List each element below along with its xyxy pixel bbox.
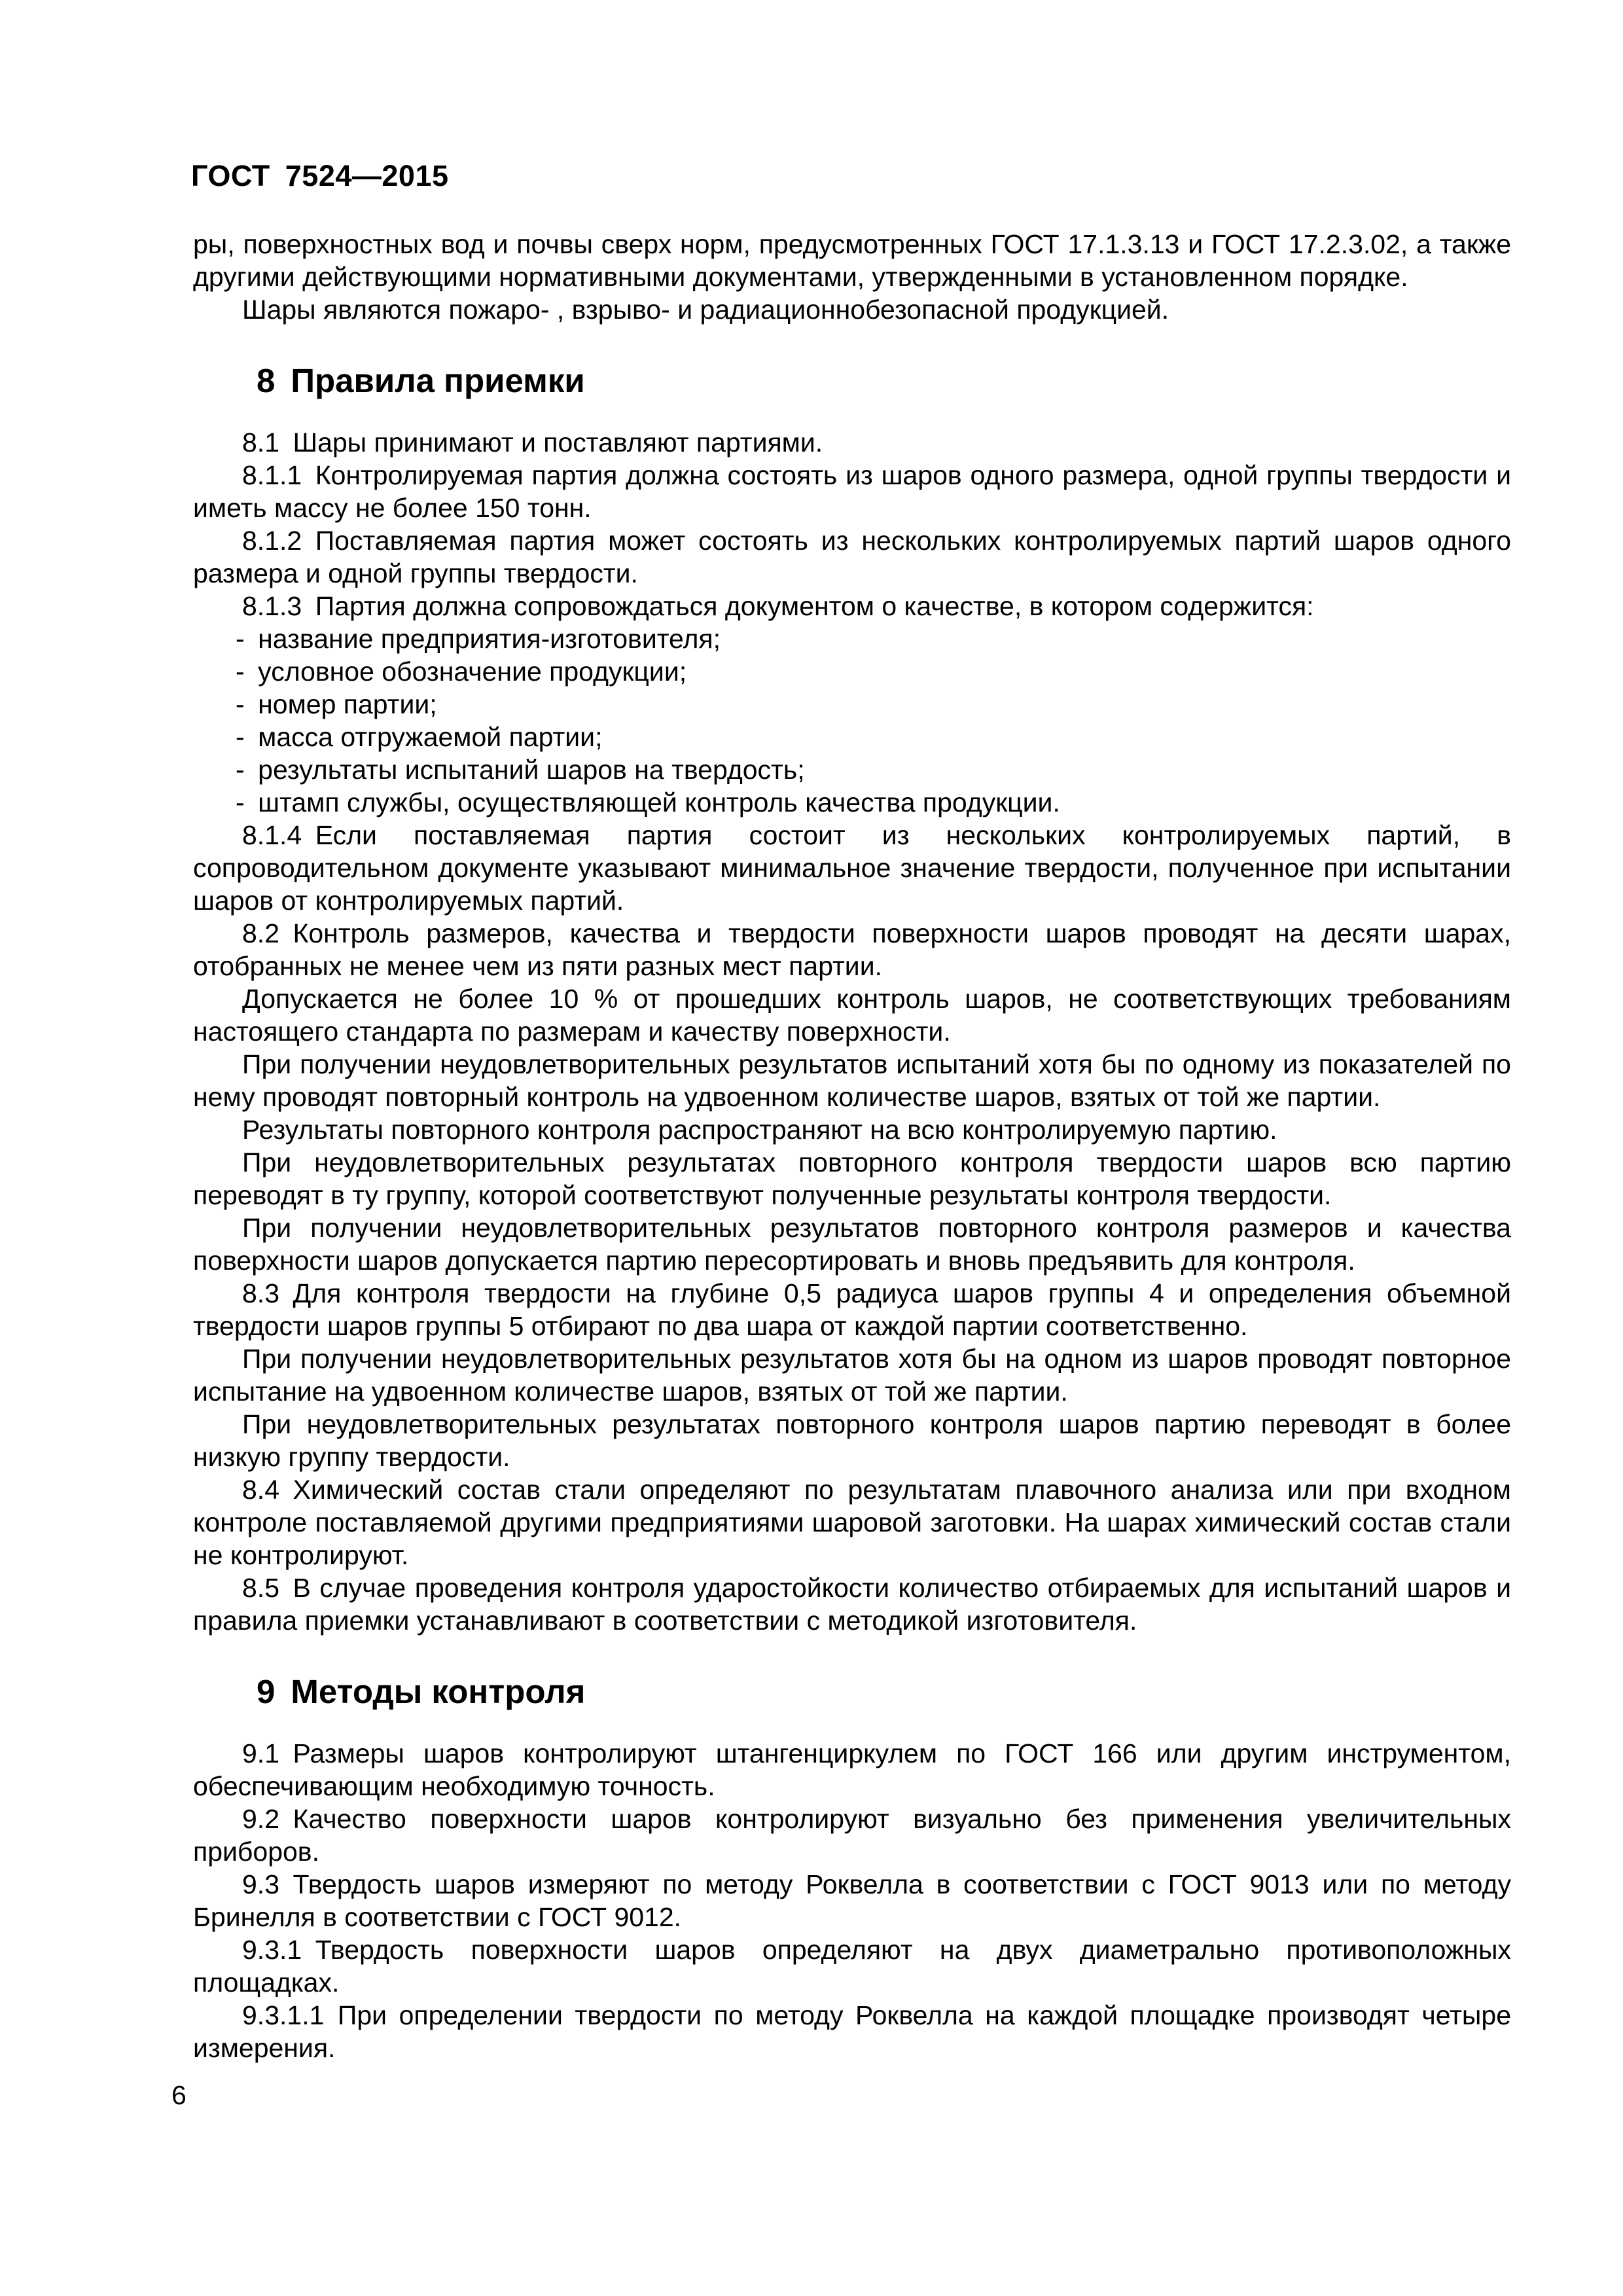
page-number: 6 [171, 2080, 187, 2110]
paragraph: 8.5 В случае проведения контроля ударостойкости количество отбираемых для испытаний шаров и правила приемки устанавливают в соответствии с методикой изготовителя. [193, 1573, 1511, 1636]
paragraph: Шары являются пожаро- , взрыво- и радиационнобезопасной продукцией. [242, 295, 1169, 325]
paragraph: При получении неудовлетворительных результатов испытаний хотя бы по одному из показателей по нему проводят повторный контроль на удвоенном количестве шаров, взятых от той же партии. [193, 1049, 1511, 1112]
section-number: 8 [257, 362, 276, 399]
list-item: - название предприятия-изготовителя; [236, 624, 721, 654]
paragraph: 8.3 Для контроля твердости на глубине 0,5 радиуса шаров группы 4 и определения объемной твердости шаров группы 5 отбирают по два шара от каждой партии соответственно. [193, 1278, 1511, 1341]
paragraph: 8.1 Шары принимают и поставляют партиями. [242, 427, 823, 457]
paragraph: При получении неудовлетворительных результатов повторного контроля размеров и качества поверхности шаров допускается партию пересортировать и вновь предъявить для контроля. [193, 1213, 1511, 1276]
section-heading [193, 362, 1511, 400]
paragraph: 9.3.1 Твердость поверхности шаров определяют на двух диаметрально противоположных площадках. [193, 1935, 1511, 1998]
paragraph: Допускается не более 10 % от прошедших контроль шаров, не соответствующих требованиям настоящего стандарта по размерам и качеству поверхности. [193, 984, 1511, 1047]
section-title: Методы контроля [291, 1673, 586, 1710]
paragraph: 9.2 Качество поверхности шаров контролируют визуально без применения увеличительных приборов. [193, 1804, 1511, 1867]
paragraph: 8.1.2 Поставляемая партия может состоять из нескольких контролируемых партий шаров одного размера и одной группы твердости. [193, 526, 1511, 588]
paragraph: При получении неудовлетворительных результатов хотя бы на одном из шаров проводят повторное испытание на удвоенном количестве шаров, взятых от той же партии. [193, 1344, 1511, 1407]
paragraph: 8.1.4 Если поставляемая партия состоит из нескольких контролируемых партий, в сопроводительном документе указывают минимальное значение твердости, полученное при испытании шаров от контролируемых партий. [193, 820, 1511, 916]
list-item: - масса отгружаемой партии; [236, 722, 603, 752]
paragraph: 8.2 Контроль размеров, качества и твердости поверхности шаров проводят на десяти шарах, отобранных не менее чем из пяти разных мест партии. [193, 918, 1511, 981]
list-item: - номер партии; [236, 689, 437, 719]
list-item: - условное обозначение продукции; [236, 656, 687, 687]
paragraph: 9.3.1.1 При определении твердости по методу Роквелла на каждой площадке производят четыре измерения. [193, 2000, 1511, 2063]
paragraph: 8.1.1 Контролируемая партия должна состоять из шаров одного размера, одной группы твердости и иметь массу не более 150 тонн. [193, 460, 1511, 523]
paragraph: 8.4 Химический состав стали определяют по результатам плавочного анализа или при входном контроле поставляемой другими предприятиями шаровой заготовки. На шарах химический состав стали не контролируют. [193, 1475, 1511, 1570]
paragraph: При неудовлетворительных результатах повторного контроля твердости шаров всю партию переводят в ту группу, которой соответствуют полученные результаты контроля твердости. [193, 1147, 1511, 1210]
list-item: - результаты испытаний шаров на твердость; [236, 755, 805, 785]
paragraph: Результаты повторного контроля распространяют на всю контролируемую партию. [242, 1115, 1277, 1145]
paragraph: 9.3 Твердость шаров измеряют по методу Роквелла в соответствии с ГОСТ 9013 или по методу Бринелля в соответствии с ГОСТ 9012. [193, 1869, 1511, 1932]
paragraph: При неудовлетворительных результатах повторного контроля шаров партию переводят в более низкую группу твердости. [193, 1409, 1511, 1472]
page-header: ГОСТ 7524—2015 [191, 159, 449, 192]
section-title: Правила приемки [291, 362, 585, 399]
paragraph: 9.1 Размеры шаров контролируют штангенциркулем по ГОСТ 166 или другим инструментом, обеспечивающим необходимую точность. [193, 1738, 1511, 1801]
paragraph: ры, поверхностных вод и почвы сверх норм, предусмотренных ГОСТ 17.1.3.13 и ГОСТ 17.2.3.02, а также другими действующими нормативными документами, утвержденными в установленном порядке. [193, 229, 1511, 292]
section-heading [193, 1673, 1511, 1711]
document-body [193, 228, 1511, 2064]
section-number: 9 [257, 1673, 276, 1710]
list-item: - штамп службы, осуществляющей контроль качества продукции. [236, 787, 1060, 817]
paragraph: 8.1.3 Партия должна сопровождаться документом о качестве, в котором содержится: [242, 591, 1314, 621]
